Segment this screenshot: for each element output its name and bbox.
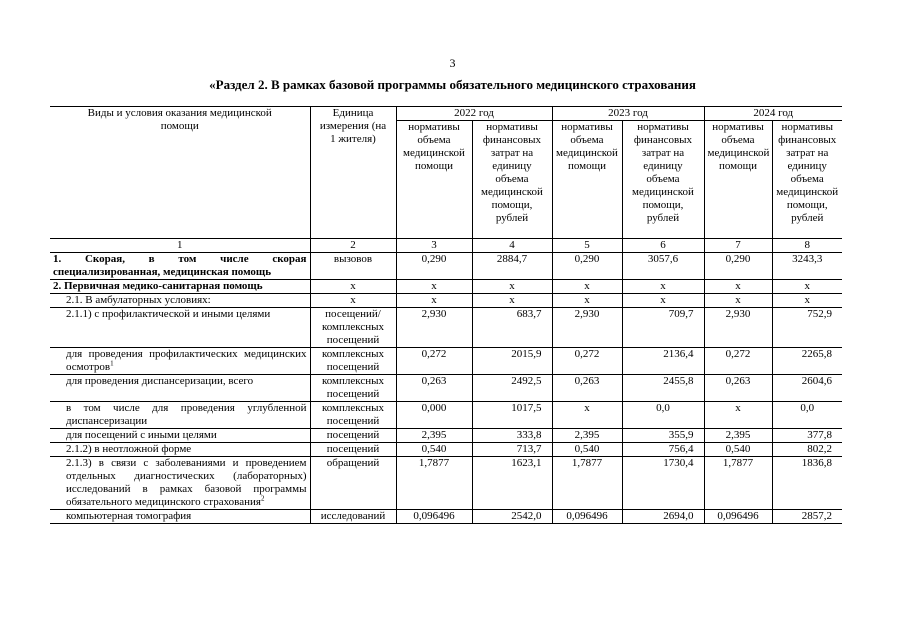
- header-unit: Единица измерения (на 1 жителя): [310, 107, 396, 239]
- cell-2023-cost: 756,4: [622, 443, 704, 457]
- cell-2023-cost: 1730,4: [622, 457, 704, 510]
- cell-2023-volume: 0,272: [552, 348, 622, 375]
- header-year-2022: 2022 год: [396, 107, 552, 121]
- cell-2024-volume: 0,540: [704, 443, 772, 457]
- col-number: 4: [472, 239, 552, 253]
- table-row: [50, 510, 842, 524]
- cell-2023-volume: 1,7877: [552, 457, 622, 510]
- cell-2022-cost: 2884,7: [472, 253, 552, 280]
- row-name: 2. Первичная медико-санитарная помощь: [50, 280, 310, 294]
- cell-2022-volume: 2,395: [396, 429, 472, 443]
- row-unit: комплексных посещений: [310, 348, 396, 375]
- row-name: для проведения профилактических медицинских осмотров: [66, 348, 307, 373]
- col-number: 3: [396, 239, 472, 253]
- col-number: 7: [704, 239, 772, 253]
- cell-2022-cost: 2542,0: [472, 510, 552, 524]
- cell-2022-volume: 1,7877: [396, 457, 472, 510]
- cell-2023-cost: 2694,0: [622, 510, 704, 524]
- header-2023-volume: нормативы объема медицинской помощи: [552, 121, 622, 239]
- row-name: для посещений с иными целями: [50, 429, 310, 443]
- norms-table: [50, 106, 842, 524]
- table-row: [50, 402, 842, 429]
- cell-2022-volume: 0,290: [396, 253, 472, 280]
- table-row: [50, 443, 842, 457]
- col-number: 8: [772, 239, 842, 253]
- row-name: для проведения диспансеризации, всего: [50, 375, 310, 402]
- cell-2023-cost: 709,7: [622, 308, 704, 348]
- cell-2022-cost: х: [472, 294, 552, 308]
- row-unit: посещений: [310, 443, 396, 457]
- row-name: 1. Скорая, в том числе скорая специализированная, медицинская помощь: [50, 253, 310, 280]
- cell-2023-volume: 0,540: [552, 443, 622, 457]
- cell-2024-cost: 802,2: [772, 443, 842, 457]
- cell-2022-volume: 2,930: [396, 308, 472, 348]
- cell-2024-cost: 2265,8: [772, 348, 842, 375]
- cell-2023-volume: х: [552, 294, 622, 308]
- cell-2024-cost: 2604,6: [772, 375, 842, 402]
- column-numbers-row: [50, 239, 842, 253]
- row-name: в том числе для проведения углубленной диспансеризации: [50, 402, 310, 429]
- cell-2023-volume: 0,290: [552, 253, 622, 280]
- cell-2023-cost: 355,9: [622, 429, 704, 443]
- cell-2022-cost: 683,7: [472, 308, 552, 348]
- cell-2024-volume: 1,7877: [704, 457, 772, 510]
- header-2024-volume: нормативы объема медицинской помощи: [704, 121, 772, 239]
- cell-2024-cost: х: [772, 294, 842, 308]
- cell-2023-cost: 0,0: [622, 402, 704, 429]
- cell-2023-cost: 3057,6: [622, 253, 704, 280]
- cell-2023-volume: 0,096496: [552, 510, 622, 524]
- table-row: [50, 348, 842, 375]
- cell-2023-cost: 2455,8: [622, 375, 704, 402]
- cell-2024-cost: 0,0: [772, 402, 842, 429]
- header-2024-cost: нормативы финансовых затрат на единицу объема медицинской помощи, рублей: [772, 121, 842, 239]
- cell-2022-volume: 0,096496: [396, 510, 472, 524]
- table-row: [50, 280, 842, 294]
- row-name: 2.1.3) в связи с заболеваниями и проведением отдельных диагностических (лабораторных) исследований в рамках базовой программы обязательного медицинского страхования: [66, 457, 307, 508]
- row-unit: комплексных посещений: [310, 375, 396, 402]
- cell-2024-cost: 1836,8: [772, 457, 842, 510]
- row-name: компьютерная томография: [50, 510, 310, 524]
- row-name: 2.1.2) в неотложной форме: [50, 443, 310, 457]
- row-unit: вызовов: [310, 253, 396, 280]
- table-row: [50, 375, 842, 402]
- cell-2022-volume: 0,263: [396, 375, 472, 402]
- page-number: 3: [449, 56, 456, 70]
- footnote-mark: 1: [110, 359, 114, 368]
- col-number: 5: [552, 239, 622, 253]
- cell-2023-volume: 2,395: [552, 429, 622, 443]
- section-heading: «Раздел 2. В рамках базовой программы обязательного медицинского страхования: [209, 77, 696, 92]
- cell-2024-cost: 752,9: [772, 308, 842, 348]
- cell-2024-cost: 2857,2: [772, 510, 842, 524]
- cell-2023-cost: 2136,4: [622, 348, 704, 375]
- row-name: 2.1. В амбулаторных условиях:: [50, 294, 310, 308]
- cell-2024-volume: х: [704, 402, 772, 429]
- cell-2024-cost: 377,8: [772, 429, 842, 443]
- cell-2024-volume: 0,272: [704, 348, 772, 375]
- cell-2024-volume: 0,096496: [704, 510, 772, 524]
- cell-2022-cost: 1017,5: [472, 402, 552, 429]
- row-name: 2.1.1) с профилактической и иными целями: [50, 308, 310, 348]
- cell-2024-volume: 2,395: [704, 429, 772, 443]
- header-year-2023: 2023 год: [552, 107, 704, 121]
- table-row: [50, 457, 842, 510]
- table-row: [50, 308, 842, 348]
- row-unit: обращений: [310, 457, 396, 510]
- header-2022-cost: нормативы финансовых затрат на единицу объема медицинской помощи, рублей: [472, 121, 552, 239]
- row-unit: комплексных посещений: [310, 402, 396, 429]
- col-number: 6: [622, 239, 704, 253]
- row-name-cell: [50, 457, 310, 510]
- row-unit: исследований: [310, 510, 396, 524]
- row-unit: посещений/ комплексных посещений: [310, 308, 396, 348]
- cell-2022-volume: 0,540: [396, 443, 472, 457]
- cell-2022-cost: 713,7: [472, 443, 552, 457]
- cell-2022-cost: х: [472, 280, 552, 294]
- cell-2022-volume: 0,272: [396, 348, 472, 375]
- cell-2022-volume: х: [396, 294, 472, 308]
- cell-2024-volume: х: [704, 280, 772, 294]
- cell-2024-volume: 2,930: [704, 308, 772, 348]
- row-unit: х: [310, 280, 396, 294]
- cell-2022-volume: 0,000: [396, 402, 472, 429]
- cell-2022-cost: 2015,9: [472, 348, 552, 375]
- footnote-mark: 2: [260, 494, 265, 503]
- cell-2022-cost: 2492,5: [472, 375, 552, 402]
- cell-2023-volume: х: [552, 280, 622, 294]
- row-name-cell: [50, 348, 310, 375]
- col-number: 2: [310, 239, 396, 253]
- cell-2024-volume: 0,290: [704, 253, 772, 280]
- header-2023-cost: нормативы финансовых затрат на единицу объема медицинской помощи, рублей: [622, 121, 704, 239]
- cell-2024-volume: х: [704, 294, 772, 308]
- cell-2023-volume: х: [552, 402, 622, 429]
- cell-2023-volume: 2,930: [552, 308, 622, 348]
- cell-2024-volume: 0,263: [704, 375, 772, 402]
- cell-2023-volume: 0,263: [552, 375, 622, 402]
- table-row: [50, 294, 842, 308]
- col-number: 1: [50, 239, 310, 253]
- cell-2022-cost: 1623,1: [472, 457, 552, 510]
- table-row: [50, 253, 842, 280]
- row-unit: х: [310, 294, 396, 308]
- cell-2022-cost: 333,8: [472, 429, 552, 443]
- row-unit: посещений: [310, 429, 396, 443]
- cell-2023-cost: х: [622, 280, 704, 294]
- cell-2023-cost: х: [622, 294, 704, 308]
- cell-2024-cost: 3243,3: [772, 253, 842, 280]
- cell-2024-cost: х: [772, 280, 842, 294]
- table-row: [50, 429, 842, 443]
- header-year-2024: 2024 год: [704, 107, 842, 121]
- header-2022-volume: нормативы объема медицинской помощи: [396, 121, 472, 239]
- cell-2022-volume: х: [396, 280, 472, 294]
- header-types: Виды и условия оказания медицинской помощи: [50, 107, 310, 239]
